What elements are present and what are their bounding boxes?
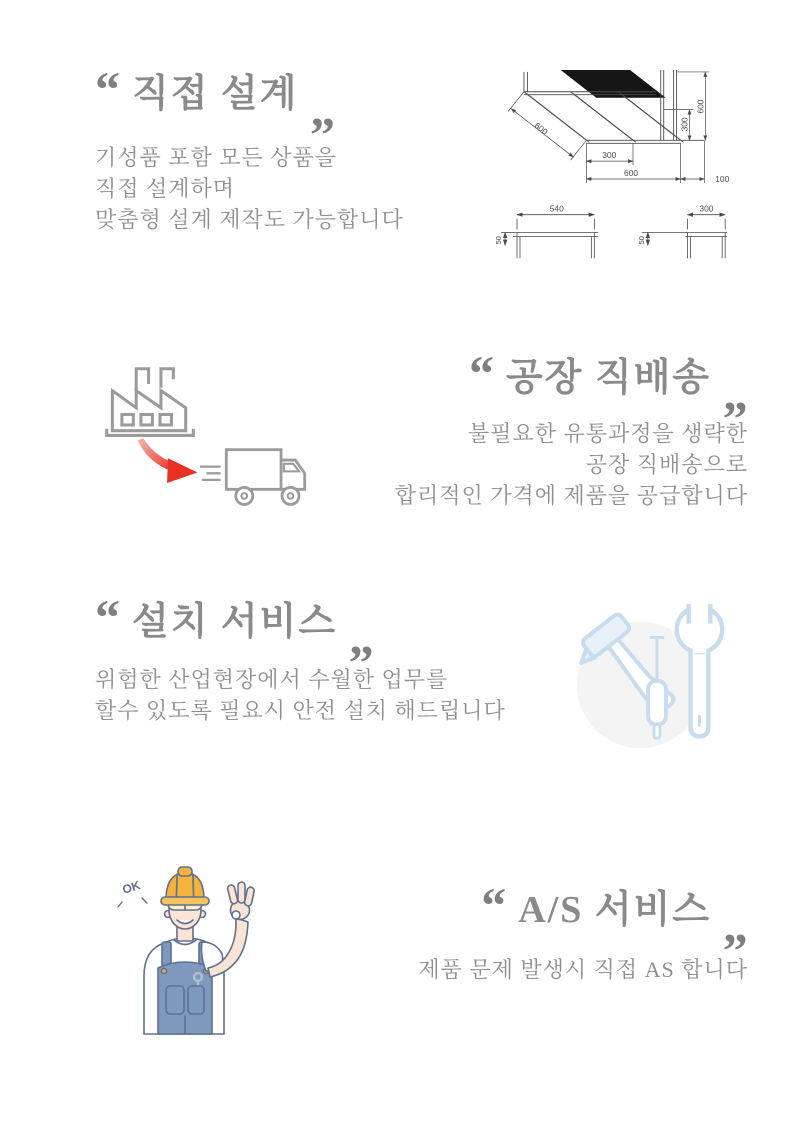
close-quote-icon: „ [349, 608, 375, 665]
open-quote-icon: “ [95, 589, 120, 645]
text-line: 합리적인 가격에 제품을 공급합니다 [394, 482, 748, 508]
open-quote-icon: “ [95, 61, 120, 117]
dim-front-width: 540 [549, 203, 564, 214]
tools-icon [565, 594, 745, 767]
text-line: 직접 설계하며 [95, 175, 236, 201]
as-description [390, 954, 748, 985]
as-title: A/S 서비스 [518, 889, 711, 931]
text-line: 공장 직배송으로 [585, 451, 748, 477]
dim-right-inner: 300 [679, 117, 690, 132]
text-line: 맞춤형 설계 제작도 가능합니다 [95, 206, 404, 232]
delivery-description [392, 418, 748, 511]
section-as-service-text [390, 877, 748, 985]
dim-side-height: 50 [636, 236, 646, 245]
text-line: 할수 있도록 필요시 안전 설치 해드립니다 [95, 697, 506, 723]
dim-diagonal: 600 [532, 120, 550, 137]
section-factory-delivery-text [392, 345, 748, 511]
close-quote-icon: „ [310, 80, 336, 137]
dim-bottom-right: 100 [715, 173, 730, 184]
section-direct-design-text [95, 61, 465, 235]
truck-icon [198, 444, 316, 517]
text-line: 기성품 포함 모든 상품을 [95, 144, 338, 170]
delivery-title: 공장 직배송 [505, 357, 711, 399]
dim-bottom-inner: 300 [602, 150, 617, 161]
dim-right-outer: 600 [695, 99, 706, 114]
open-quote-icon: “ [468, 345, 494, 401]
design-description [95, 142, 465, 235]
dim-side-width: 300 [699, 203, 714, 214]
text-line: 위험한 산업현장에서 수월한 업무를 [95, 666, 449, 692]
close-quote-icon: „ [723, 364, 748, 421]
worker-illustration [110, 858, 260, 1041]
design-title: 직접 설계 [132, 73, 299, 115]
delivery-title-row [392, 345, 748, 421]
text-line: 제품 문제 발생시 직접 AS 합니다 [418, 956, 748, 982]
section-install-service-text [95, 589, 565, 726]
install-description [95, 664, 565, 726]
ok-badge: OK [120, 877, 143, 897]
close-quote-icon: „ [723, 896, 748, 953]
design-title-row [95, 61, 465, 137]
technical-drawing-icon [477, 64, 785, 290]
arrow-icon [130, 438, 206, 493]
as-title-row [390, 877, 748, 953]
dim-front-height: 50 [494, 236, 504, 245]
install-title: 설치 서비스 [132, 601, 338, 643]
text-line: 불필요한 유통과정을 생략한 [467, 420, 748, 446]
install-title-row [95, 589, 565, 665]
open-quote-icon: “ [481, 877, 507, 933]
dim-bottom-outer: 600 [624, 168, 639, 179]
